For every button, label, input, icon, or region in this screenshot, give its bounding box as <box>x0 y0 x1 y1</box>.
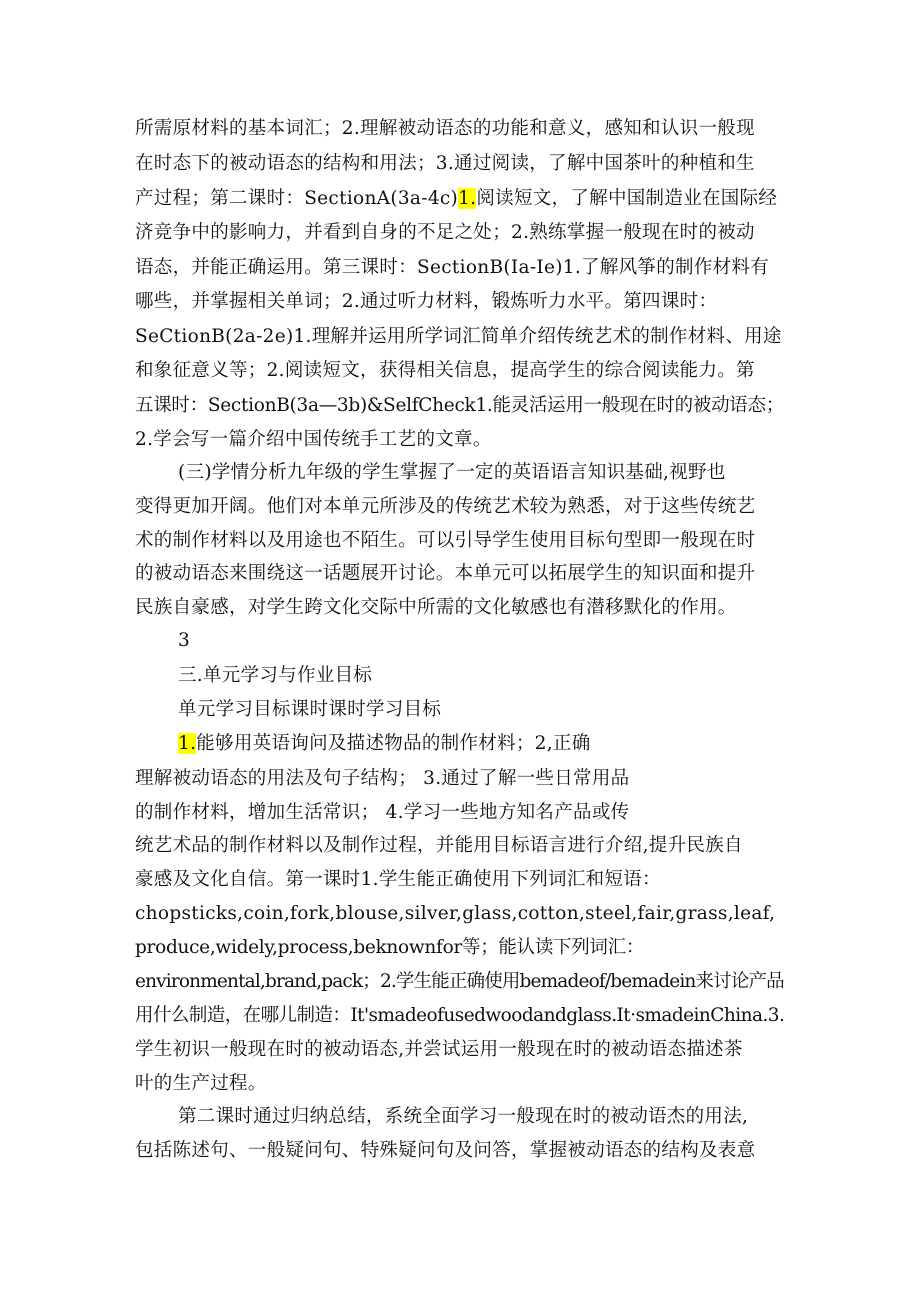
body-line: 五课时：SectionB(3a—3b)&SelfCheck1.能灵活运用一般现在时的被动语态； <box>135 395 784 416</box>
body-line: 变得更加开阔。他们对本单元所涉及的传统艺术较为熟悉，对于这些传统艺 <box>135 496 756 517</box>
line-segment: 阅读短文，了解中国制造业在国际经 <box>476 188 778 209</box>
body-line: SeCtionB(2a-2e)1.理解并运用所学词汇简单介绍传统艺术的制作材料、用途 <box>135 326 782 347</box>
body-line <box>178 732 618 756</box>
body-line <box>135 187 785 211</box>
body-line: environmental,brand,pack；2.学生能正确使用bemadeof/bemadein来讨论产品 <box>135 971 784 992</box>
highlighted-number: 1. <box>458 188 477 209</box>
body-line: 术的制作材料以及用途也不陌生。可以引导学生使用目标句型即一般现在时 <box>135 530 756 551</box>
body-line: 学生初识一般现在时的被动语态,并尝试运用一般现在时的被动语态描述茶 <box>135 1039 743 1060</box>
body-line: produce,widely,process,beknownfor等；能认读下列词汇： <box>135 937 645 958</box>
body-line: 济竞争中的影响力，并看到自身的不足之处；2.熟练掌握一般现在时的被动 <box>135 222 755 243</box>
body-line: 的制作材料，增加生活常识； 4.学习一些地方知名产品或传 <box>135 802 630 823</box>
body-line: (三)学情分析九年级的学生掌握了一定的英语语言知识基础,视野也 <box>178 462 726 483</box>
body-line: 哪些，并掌握相关单词；2.通过听力材料，锻炼听力水平。第四课时： <box>135 291 718 312</box>
page-number: 3 <box>178 630 191 651</box>
body-line: 语态，并能正确运用。第三课时：SectionB(Ia-Ie)1.了解风筝的制作材料有 <box>135 257 770 278</box>
body-line: 用什么制造，在哪儿制造：It'smadeofusedwoodandglass.It·smadeinChina.3. <box>135 1005 785 1026</box>
body-line: 2.学会写一篇介绍中国传统手工艺的文章。 <box>135 429 492 450</box>
body-line: 包括陈述句、一般疑问句、特殊疑问句及问答，掌握被动语态的结构及表意 <box>135 1140 756 1161</box>
body-line: 统艺术品的制作材料以及制作过程，并能用目标语言进行介绍,提升民族自 <box>135 835 743 856</box>
body-line: 和象征意义等；2.阅读短文，获得相关信息，提高学生的综合阅读能力。第 <box>135 360 755 381</box>
section-heading: 三.单元学习与作业目标 <box>178 665 373 686</box>
body-line: 理解被动语态的用法及句子结构； 3.通过了解一些日常用品 <box>135 768 630 789</box>
body-line: 豪感及文化自信。第一课时1.学生能正确使用下列词汇和短语： <box>135 869 661 890</box>
line-segment: 能够用英语询问及描述物品的制作材料；2,正确 <box>196 733 591 754</box>
body-line: 叶的生产过程。 <box>135 1073 267 1094</box>
line-segment: 产过程；第二课时：SectionA(3a-4c) <box>135 188 459 209</box>
table-header-line: 单元学习目标课时课时学习目标 <box>178 699 442 720</box>
body-line: 的被动语态来围绕这一话题展开讨论。本单元可以拓展学生的知识面和提升 <box>135 563 756 584</box>
body-line: 民族自豪感，对学生跨文化交际中所需的文化敏感也有潜移默化的作用。 <box>135 597 737 618</box>
body-line: chopsticks,coin,fork,blouse,silver,glass,cotton,steel,fair,grass,leaf, <box>135 903 776 924</box>
body-line: 第二课时通过归纳总结，系统全面学习一般现在时的被动语杰的用法, <box>178 1106 749 1127</box>
body-line: 在时态下的被动语态的结构和用法；3.通过阅读，了解中国茶叶的种植和生 <box>135 153 755 174</box>
highlighted-number: 1. <box>178 733 197 754</box>
body-line: 所需原材料的基本词汇；2.理解被动语态的功能和意义，感知和认识一般现 <box>135 118 755 139</box>
